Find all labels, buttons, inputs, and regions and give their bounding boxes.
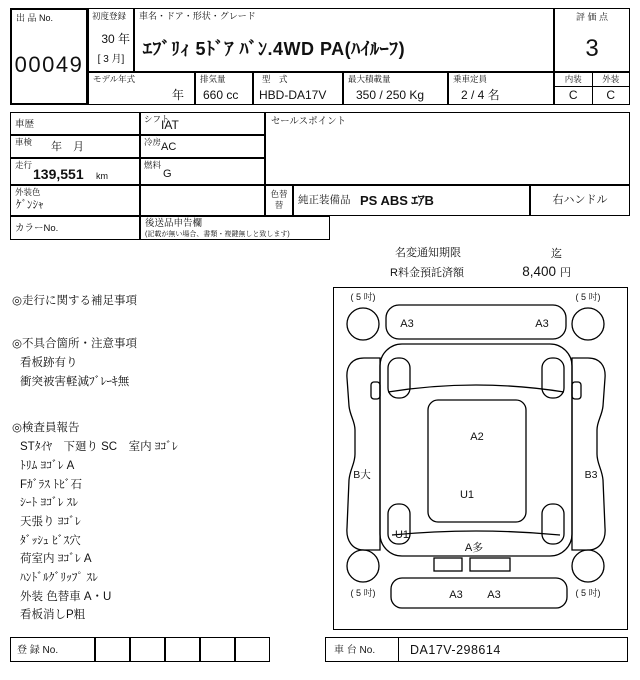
steering-value: 右ハンドル (552, 194, 608, 206)
score-box (554, 8, 630, 72)
exhibit-no-box (10, 8, 88, 105)
note-item: Fｶﾞﾗｽ ﾄﾋﾞ石 (20, 479, 82, 491)
notes-inspector-title: ◎検査員報告 (12, 422, 80, 434)
wheelhouse-rear-right (542, 504, 564, 544)
fuel-label: 燃料 (144, 160, 162, 170)
shift-value: IAT (161, 118, 179, 132)
interior-label: 内装 (555, 73, 592, 87)
steering-cell (530, 185, 630, 216)
shift-label: シフト (144, 114, 170, 124)
sales-point-label: セールスポイント (271, 116, 347, 127)
car-name-header: 車名・ドア・形状・グレード (139, 11, 256, 21)
wheel-rear-left (347, 550, 379, 582)
mark-rear-center: A多 (464, 542, 484, 554)
model-code-value: HBD-DA17V (259, 88, 327, 102)
empty-cell (140, 185, 265, 216)
interior-grade: C (568, 88, 578, 103)
wheel-front-left (347, 308, 379, 340)
score-label: 評 価 点 (575, 12, 608, 22)
notes-defects-title: ◎不具合箇所・注意事項 (12, 338, 138, 350)
side-panel-left (347, 358, 380, 550)
exterior-color-cell (10, 185, 140, 216)
inspection-cell (10, 135, 140, 158)
note-item: 外装 色替車 A・U (20, 591, 112, 603)
color-change-cell (265, 185, 293, 216)
mileage-value: 139,551 (33, 166, 84, 182)
later-items-note: (記載が無い場合、書類・複鍵無しと致します) (145, 231, 290, 238)
first-registration-label: 初度登録 (92, 11, 127, 21)
color-change-bottom: 替 (274, 200, 284, 211)
body-outline (380, 344, 572, 556)
max-load-value: 350 / 250 Kg (356, 88, 425, 102)
mark-front-bumper-right: A3 (535, 318, 549, 330)
chassis-divider (398, 638, 399, 661)
registration-no-cell-3 (165, 637, 200, 662)
capacity-cell (448, 72, 554, 105)
exterior-label: 外装 (593, 73, 630, 87)
capacity-label: 乗車定員 (453, 74, 488, 84)
model-year-label: モデル年式 (93, 74, 136, 84)
tire-size-front-left: ( 5 吋) (350, 292, 376, 302)
wheel-rear-right (572, 550, 604, 582)
note-item: ﾄﾘﾑ ﾖｺﾞﾚ A (20, 460, 75, 472)
rear-garnish (470, 558, 510, 571)
cooling-cell (140, 135, 265, 158)
chassis-no-label: 車 台 No. (334, 645, 376, 656)
recycle-fee-amount: 8,400 (522, 264, 556, 279)
registration-no-label: 登 録 No. (17, 645, 59, 656)
note-item: STﾀｲﾔ 下廻り SC 室内 ﾖｺﾞﾚ (20, 441, 178, 453)
first-registration-year: 30 年 (101, 32, 130, 46)
vehicle-diagram (334, 288, 626, 628)
registration-no-cell-1 (95, 637, 130, 662)
mark-roof: A2 (470, 431, 484, 443)
exterior-grade-col (593, 73, 630, 104)
rear-hatch-line (392, 531, 560, 535)
name-change-deadline-suffix: 迄 (551, 248, 562, 260)
exterior-color-value: ｹﾞﾝｼｬ (16, 199, 44, 211)
recycle-fee-label: R料金預託済額 (390, 267, 464, 279)
mark-front-bumper-left: A3 (400, 318, 414, 330)
capacity-value: 2 / 4 名 (461, 88, 500, 102)
note-item: ﾊﾝﾄﾞﾙｸﾞﾘｯﾌﾟ ｽﾚ (20, 572, 98, 584)
history-cell (10, 112, 140, 135)
tire-size-rear-right: ( 5 吋) (575, 588, 601, 598)
registration-no-cell-2 (130, 637, 165, 662)
displacement-label: 排気量 (200, 74, 226, 84)
side-panel-right (572, 358, 605, 550)
note-item: 看板消しP粗 (20, 609, 86, 621)
note-item: 衝突被害軽減ﾌﾞﾚｰｷ無 (20, 376, 130, 388)
wheel-front-right (572, 308, 604, 340)
exterior-grade: C (606, 88, 616, 103)
first-registration-month: [ 3 月] (97, 54, 125, 65)
max-load-header: 最大積載量 (348, 74, 391, 84)
roof-panel (428, 400, 526, 522)
note-item: ﾀﾞｯｼｭ ﾋﾞｽ穴 (20, 535, 81, 547)
license-plate (434, 558, 462, 571)
car-name-box (134, 8, 554, 72)
history-label: 車歴 (15, 119, 35, 130)
shift-cell (140, 112, 265, 135)
later-items-label: 後送品申告欄 (145, 218, 203, 229)
name-change-deadline-label: 名変通知期限 (395, 247, 461, 259)
car-name-value: ｴﾌﾞﾘｨ 5ﾄﾞｱ ﾊﾞﾝ.4WD PA(ﾊｲﾙｰﾌ) (143, 39, 406, 59)
notes-driving-title: ◎走行に関する補足事項 (12, 295, 138, 307)
tire-size-rear-left: ( 5 吋) (350, 588, 376, 598)
color-no-cell (10, 216, 140, 240)
recycle-fee-unit: 円 (560, 267, 571, 279)
cooling-label: 冷房 (144, 137, 162, 147)
mark-side-left: B大 (353, 469, 371, 481)
mileage-unit: km (96, 171, 108, 181)
exterior-color-label: 外装色 (15, 187, 41, 197)
chassis-no-value: DA17V-298614 (410, 643, 501, 657)
inspection-value: 年 月 (51, 141, 84, 153)
model-code-label: 型 式 (262, 74, 288, 84)
note-item: 荷室内 ﾖｺﾞﾚ A (20, 553, 92, 565)
model-year-cell (88, 72, 195, 105)
mark-rear-left: U1 (394, 529, 410, 541)
mark-rear-bumper-right: A3 (487, 589, 501, 601)
mileage-label: 走行 (15, 160, 33, 170)
equipment-value: PS ABS ｴｱB (360, 193, 434, 208)
color-change-labels (266, 186, 292, 212)
exhibit-no-label: 出 品 No. (16, 13, 54, 23)
note-item: 看板跡有り (20, 357, 78, 369)
score-value: 3 (585, 35, 599, 62)
cooling-value: AC (161, 141, 177, 153)
note-item: ｼｰﾄ ﾖｺﾞﾚ ｽﾚ (20, 497, 79, 509)
later-items-cell (140, 216, 330, 240)
tire-size-front-right: ( 5 吋) (575, 292, 601, 302)
mirror-right (572, 382, 581, 399)
first-registration-box (88, 8, 134, 72)
rear-bumper (391, 578, 567, 608)
max-load-cell (343, 72, 448, 105)
mark-rear-bumper-left: A3 (449, 589, 463, 601)
chassis-no-box (325, 637, 628, 662)
mark-floor: U1 (459, 489, 475, 501)
mirror-left (371, 382, 380, 399)
vehicle-diagram-box (333, 287, 628, 630)
equipment-cell (293, 185, 530, 216)
exhibit-no-value: 00049 (14, 52, 84, 77)
interior-grade-col (555, 73, 593, 104)
fuel-cell (140, 158, 265, 185)
equipment-label: 純正装備品 (298, 194, 351, 206)
inspection-label: 車検 (15, 137, 33, 147)
displacement-value: 660 cc (203, 88, 239, 102)
sales-point-box (265, 112, 630, 185)
displacement-cell (195, 72, 253, 105)
windshield-line (388, 385, 564, 392)
registration-no-cell-4 (200, 637, 235, 662)
model-code-cell (253, 72, 343, 105)
color-no-label: カラーNo. (15, 223, 59, 234)
model-year-value: 年 (171, 88, 184, 102)
color-change-top: 色替 (270, 189, 288, 199)
note-item: 天張り ﾖｺﾞﾚ (20, 516, 81, 528)
registration-no-cell-5 (235, 637, 270, 662)
registration-no-box (10, 637, 95, 662)
mileage-cell (10, 158, 140, 185)
fuel-value: G (163, 168, 172, 180)
grade-int-ext-box (554, 72, 630, 105)
mark-side-right: B3 (584, 469, 598, 481)
